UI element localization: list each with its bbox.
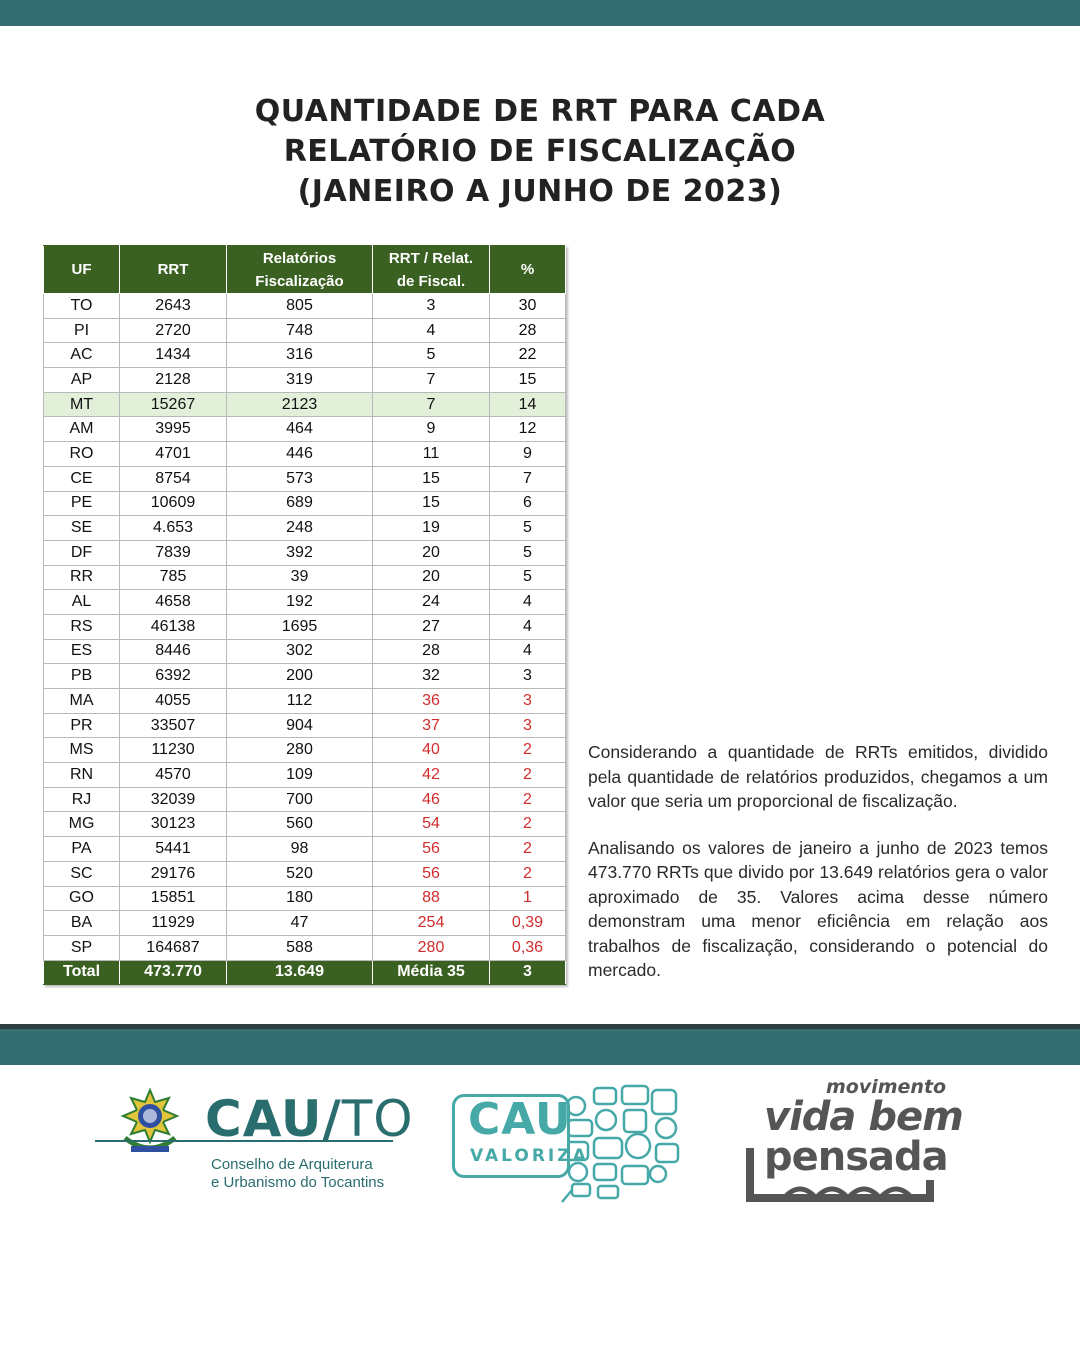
total-uf: Total [44,960,120,985]
cell-relatorios: 2123 [227,392,373,417]
cell-relatorios: 805 [227,294,373,319]
cell-percent: 12 [490,417,566,442]
cell-relatorios: 248 [227,516,373,541]
table-row [44,442,566,467]
cell-ratio: 20 [373,540,490,565]
vbp-pensada: pensada [764,1134,948,1180]
title-line-1: QUANTIDADE DE RRT PARA CADA [254,94,826,129]
title-line-3: (JANEIRO A JUNHO DE 2023) [297,174,783,209]
cell-relatorios: 1695 [227,614,373,639]
cell-percent: 22 [490,343,566,368]
cell-ratio: 280 [373,935,490,960]
cell-percent: 28 [490,318,566,343]
cell-uf: GO [44,886,120,911]
cell-uf: SP [44,935,120,960]
cell-ratio: 56 [373,861,490,886]
cell-percent: 2 [490,787,566,812]
cell-ratio: 28 [373,639,490,664]
cell-rrt: 6392 [120,664,227,689]
cell-uf: PR [44,713,120,738]
cell-uf: RR [44,565,120,590]
cell-uf: AC [44,343,120,368]
table-row [44,392,566,417]
cell-rrt: 7839 [120,540,227,565]
cell-ratio: 7 [373,368,490,393]
cell-ratio: 88 [373,886,490,911]
table-row [44,738,566,763]
cell-ratio: 9 [373,417,490,442]
cell-percent: 2 [490,837,566,862]
cell-relatorios: 560 [227,812,373,837]
cell-uf: AM [44,417,120,442]
table-row [44,886,566,911]
cell-ratio: 32 [373,664,490,689]
cell-rrt: 1434 [120,343,227,368]
cell-uf: RO [44,442,120,467]
cell-percent: 2 [490,812,566,837]
cell-uf: MT [44,392,120,417]
cell-rrt: 8446 [120,639,227,664]
cell-percent: 5 [490,540,566,565]
header-relatorios-line-1: Relatórios [262,249,337,267]
cell-uf: PE [44,491,120,516]
cell-rrt: 8754 [120,466,227,491]
cell-ratio: 15 [373,491,490,516]
cell-ratio: 24 [373,590,490,615]
cell-rrt: 2720 [120,318,227,343]
cell-percent: 1 [490,886,566,911]
cell-uf: RN [44,763,120,788]
cell-rrt: 2128 [120,368,227,393]
cell-relatorios: 192 [227,590,373,615]
cell-percent: 7 [490,466,566,491]
cell-uf: AP [44,368,120,393]
table-row [44,861,566,886]
cell-percent: 4 [490,590,566,615]
cell-relatorios: 446 [227,442,373,467]
cell-relatorios: 200 [227,664,373,689]
cell-relatorios: 588 [227,935,373,960]
cell-ratio: 46 [373,787,490,812]
cell-ratio: 27 [373,614,490,639]
cau-to-subtitle [211,1156,384,1192]
cell-relatorios: 689 [227,491,373,516]
table-row [44,516,566,541]
cell-percent: 2 [490,763,566,788]
cell-relatorios: 464 [227,417,373,442]
header-uf: UF [44,246,120,294]
cell-ratio: 254 [373,911,490,936]
cell-uf: CE [44,466,120,491]
header-ratio-line-2: de Fiscal. [396,272,466,290]
cell-rrt: 29176 [120,861,227,886]
table-row [44,787,566,812]
top-banner-bar [0,0,1080,26]
cau-valoriza-cau: CAU [468,1094,572,1145]
cell-ratio: 15 [373,466,490,491]
cell-percent: 30 [490,294,566,319]
cell-ratio: 19 [373,516,490,541]
cell-rrt: 4701 [120,442,227,467]
brasao-emblem-icon [117,1088,183,1162]
cau-to-sub-line-2: e Urbanismo do Tocantins [211,1174,385,1191]
header-relatorios-line-2: Fiscalização [255,272,344,290]
cell-percent: 5 [490,565,566,590]
table-total-row [44,960,566,985]
table-row [44,911,566,936]
cell-relatorios: 520 [227,861,373,886]
cell-percent: 5 [490,516,566,541]
cell-ratio: 7 [373,392,490,417]
cell-rrt: 4570 [120,763,227,788]
cell-percent: 2 [490,738,566,763]
cell-rrt: 4.653 [120,516,227,541]
cell-relatorios: 109 [227,763,373,788]
header-ratio-line-1: RRT / Relat. [388,249,474,267]
table-row [44,639,566,664]
cau-to-wordmark [205,1090,414,1148]
total-relatorios: 13.649 [227,960,373,985]
table-row [44,763,566,788]
table-row [44,343,566,368]
vbp-vida-bem: vida bem [764,1094,963,1140]
table-row [44,664,566,689]
cell-ratio: 3 [373,294,490,319]
cell-relatorios: 748 [227,318,373,343]
cell-relatorios: 700 [227,787,373,812]
table-row [44,294,566,319]
cell-rrt: 3995 [120,417,227,442]
vbp-movimento: movimento [826,1076,947,1098]
table-header-row [44,246,566,294]
cell-percent: 0,36 [490,935,566,960]
cell-rrt: 11230 [120,738,227,763]
cell-ratio: 37 [373,713,490,738]
cell-relatorios: 39 [227,565,373,590]
cell-percent: 6 [490,491,566,516]
cell-ratio: 4 [373,318,490,343]
cau-to-logo [95,1088,415,1208]
cell-rrt: 164687 [120,935,227,960]
cell-percent: 9 [490,442,566,467]
description-paragraph-2: Analisando os valores de janeiro a junho de 2023 temos 473.770 RRTs que divido por 13.649 relatórios gera o valor aproximado de 35. Valores acima desse número demonstram uma menor eficiência em relação aos trabalhos de fiscalização, considerando o potencial do mercado. [588,837,1048,980]
table-row [44,812,566,837]
cell-percent: 0,39 [490,911,566,936]
cell-relatorios: 302 [227,639,373,664]
table-row [44,368,566,393]
cell-rrt: 11929 [120,911,227,936]
table-row [44,540,566,565]
table-row [44,689,566,714]
cell-percent: 3 [490,689,566,714]
cell-rrt: 33507 [120,713,227,738]
cell-relatorios: 47 [227,911,373,936]
cell-uf: MS [44,738,120,763]
table-row [44,713,566,738]
title-line-2: RELATÓRIO DE FISCALIZAÇÃO [283,134,797,169]
cell-uf: TO [44,294,120,319]
header-relatorios [227,246,373,294]
cell-percent: 4 [490,614,566,639]
cell-uf: RS [44,614,120,639]
vbp-bracket-icon [744,1146,936,1204]
cell-percent: 2 [490,861,566,886]
cell-ratio: 20 [373,565,490,590]
cell-relatorios: 112 [227,689,373,714]
cell-rrt: 5441 [120,837,227,862]
cell-rrt: 10609 [120,491,227,516]
cell-uf: SE [44,516,120,541]
cell-rrt: 46138 [120,614,227,639]
table-row [44,565,566,590]
header-ratio [373,246,490,294]
table-row [44,417,566,442]
total-percent: 3 [490,960,566,985]
cau-to-sub-line-1: Conselho de Arquiterura [211,1156,373,1173]
cell-rrt: 2643 [120,294,227,319]
table-row [44,590,566,615]
header-rrt: RRT [120,246,227,294]
table-row [44,491,566,516]
table-row [44,614,566,639]
cell-relatorios: 319 [227,368,373,393]
cell-percent: 4 [490,639,566,664]
cell-percent: 14 [490,392,566,417]
table-row [44,318,566,343]
table-row [44,837,566,862]
cell-relatorios: 180 [227,886,373,911]
cell-relatorios: 98 [227,837,373,862]
description-paragraph-1: Considerando a quantidade de RRTs emitidos, dividido pela quantidade de relatórios produzidos, chegamos a um valor que seria um proporcional de fiscalização. [588,742,1048,811]
cell-relatorios: 904 [227,713,373,738]
cell-ratio: 42 [373,763,490,788]
cell-relatorios: 573 [227,466,373,491]
cell-rrt: 32039 [120,787,227,812]
cau-to-main: CAU/ [205,1090,342,1148]
cell-rrt: 4658 [120,590,227,615]
cell-ratio: 40 [373,738,490,763]
cell-rrt: 15851 [120,886,227,911]
description-text [588,740,1048,1005]
cell-rrt: 785 [120,565,227,590]
cau-valoriza-logo [452,1084,702,1214]
page-title [0,92,1080,212]
cell-relatorios: 280 [227,738,373,763]
cell-ratio: 54 [373,812,490,837]
cell-uf: DF [44,540,120,565]
table-row [44,466,566,491]
cell-percent: 3 [490,664,566,689]
cell-ratio: 56 [373,837,490,862]
cell-percent: 3 [490,713,566,738]
total-rrt: 473.770 [120,960,227,985]
cau-to-slim: TO [341,1090,414,1148]
cell-uf: SC [44,861,120,886]
cell-uf: ES [44,639,120,664]
cell-uf: AL [44,590,120,615]
header-percent: % [490,246,566,294]
bottom-banner-bar [0,1024,1080,1065]
vida-bem-pensada-logo [740,1076,963,1206]
cell-rrt: 4055 [120,689,227,714]
rrt-table [43,245,566,985]
cell-rrt: 30123 [120,812,227,837]
cau-valoriza-label: VALORIZA [470,1146,589,1166]
cell-percent: 15 [490,368,566,393]
cell-ratio: 36 [373,689,490,714]
cell-ratio: 11 [373,442,490,467]
cell-uf: PA [44,837,120,862]
total-ratio: Média 35 [373,960,490,985]
cell-uf: RJ [44,787,120,812]
cell-uf: MG [44,812,120,837]
cell-uf: PB [44,664,120,689]
cell-uf: BA [44,911,120,936]
cell-uf: MA [44,689,120,714]
table-row [44,935,566,960]
cell-relatorios: 392 [227,540,373,565]
cell-relatorios: 316 [227,343,373,368]
cell-uf: PI [44,318,120,343]
cell-rrt: 15267 [120,392,227,417]
cell-ratio: 5 [373,343,490,368]
